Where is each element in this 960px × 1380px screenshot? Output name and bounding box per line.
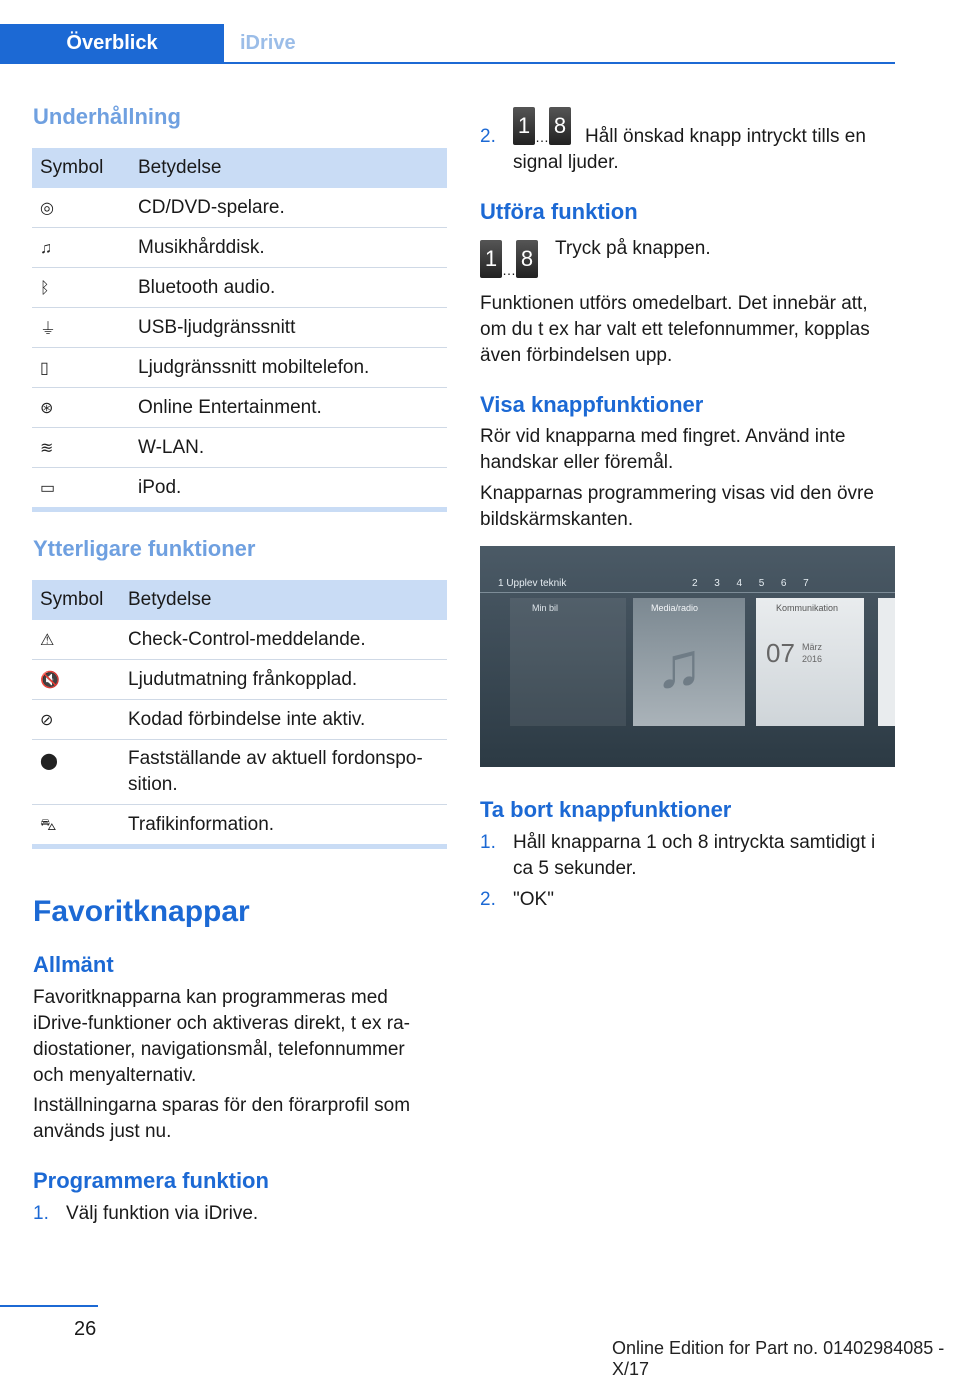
table-row xyxy=(32,805,447,847)
edition-text: Online Edition for Part no. 01402984085 - X/17 xyxy=(612,1338,945,1379)
step-number: 1. xyxy=(480,832,496,853)
row-text: Trafikinformation. xyxy=(120,805,447,847)
step-number: 2. xyxy=(480,126,496,147)
favorite-keys-graphic xyxy=(480,240,538,278)
usb-icon: ⏚ xyxy=(40,320,57,338)
favorite-key-8: 8 xyxy=(549,107,571,145)
screen-tile-media xyxy=(633,598,745,726)
step-text: Välj funktion via iDrive. xyxy=(66,1203,259,1224)
table-row xyxy=(32,468,447,510)
table-row xyxy=(32,428,447,468)
tab-idrive[interactable]: iDrive xyxy=(240,32,296,54)
paragraph: Favoritknapparna kan programmeras med iDrive-funktioner och aktiveras direkt, t ex ra‐ diostationer, navigationsmål, telefonnummer och menyalternativ. xyxy=(33,987,410,1086)
favorite-key-1: 1 xyxy=(480,240,502,278)
tile-label: Min bil xyxy=(532,603,559,613)
row-text: Online Entertainment. xyxy=(130,388,447,428)
ellipsis: … xyxy=(535,129,549,145)
screen-top-numbers: 2 3 4 5 6 7 xyxy=(692,578,809,589)
table-row xyxy=(32,308,447,348)
row-text: Check-Control-meddelande. xyxy=(120,620,447,660)
subsection-title-allmant: Allmänt xyxy=(33,952,114,977)
column-header: Betydelse xyxy=(120,580,447,620)
table-row xyxy=(32,740,447,805)
table-row xyxy=(32,228,447,268)
mobile-phone-icon: ▯ xyxy=(40,359,49,377)
table-row xyxy=(32,700,447,740)
wlan-icon: ≋ xyxy=(40,439,54,457)
page-number: 26 xyxy=(74,1318,97,1340)
row-text: Fastställande av aktuell fordonspo‐ sition. xyxy=(120,740,447,805)
encrypted-off-icon: ⊘ xyxy=(40,711,54,729)
table-row xyxy=(32,660,447,700)
footer-rule xyxy=(0,1305,98,1307)
table-row xyxy=(32,188,447,228)
hard-disk-music-icon: ♫ xyxy=(40,239,52,257)
ipod-icon: ▭ xyxy=(40,479,56,497)
step-text: "OK" xyxy=(513,889,554,910)
date-day: 07 xyxy=(766,638,795,668)
music-note-icon: ♫ xyxy=(655,629,703,701)
column-header: Symbol xyxy=(32,580,120,620)
table-row xyxy=(32,620,447,660)
traffic-info-icon: ⛍ xyxy=(40,816,57,834)
paragraph: Tryck på knappen. xyxy=(555,238,711,259)
warning-triangle-icon: ⚠ xyxy=(40,631,55,649)
entertainment-symbol-table xyxy=(32,148,447,512)
idrive-screen-image xyxy=(480,546,895,767)
speaker-muted-icon: 🔇 xyxy=(40,671,60,689)
screen-tile-partial xyxy=(878,598,895,726)
subsection-title-utfora: Utföra funktion xyxy=(480,199,638,224)
row-text: Ljudgränssnitt mobiltelefon. xyxy=(130,348,447,388)
paragraph: Funktionen utförs omedelbart. Det innebär att, om du t ex har valt ett telefonnummer, kopplas även förbindelsen upp. xyxy=(480,293,870,366)
tab-overblick[interactable]: Överblick xyxy=(0,24,224,62)
row-text: W-LAN. xyxy=(130,428,447,468)
chapter-title-favoritknappar: Favoritknappar xyxy=(33,895,250,928)
section-title-ytterligare: Ytterligare funktioner xyxy=(33,536,256,561)
subsection-title-visa: Visa knappfunktioner xyxy=(480,392,704,417)
paragraph: Rör vid knapparna med fingret. Använd inte handskar eller föremål. xyxy=(480,426,846,473)
disc-icon: ◎ xyxy=(40,199,54,217)
row-text: CD/DVD-spelare. xyxy=(130,188,447,228)
row-text: Ljudutmatning frånkopplad. xyxy=(120,660,447,700)
row-text: Musikhårddisk. xyxy=(130,228,447,268)
row-text: Bluetooth audio. xyxy=(130,268,447,308)
position-icon: ⬤ xyxy=(40,753,58,770)
date-year: 2016 xyxy=(802,654,823,664)
section-title-underhallning: Underhållning xyxy=(33,104,181,129)
header-tabs xyxy=(0,24,895,64)
column-header: Symbol xyxy=(32,148,130,188)
step-number: 2. xyxy=(480,889,496,910)
row-text: iPod. xyxy=(130,468,447,510)
paragraph: Inställningarna sparas för den förarprofil som används just nu. xyxy=(33,1095,411,1142)
table-row xyxy=(32,268,447,308)
step-number: 1. xyxy=(33,1203,49,1224)
favorite-key-1: 1 xyxy=(513,107,535,145)
tile-label: Kommunikation xyxy=(776,603,839,613)
date-month: März xyxy=(802,642,822,652)
step-text: Håll knapparna 1 och 8 intryckta samtidigt i ca 5 sekunder. xyxy=(513,832,876,879)
ellipsis: … xyxy=(502,262,516,278)
tile-label: Media/radio xyxy=(651,603,699,613)
screen-top-label: 1 Upplev teknik xyxy=(498,578,567,589)
bluetooth-audio-icon: ᛒ xyxy=(40,279,50,297)
row-text: USB-ljudgränssnitt xyxy=(130,308,447,348)
table-row xyxy=(32,388,447,428)
table-row xyxy=(32,348,447,388)
online-entertainment-icon: ⊛ xyxy=(40,399,54,417)
favorite-key-8: 8 xyxy=(516,240,538,278)
step-text: Håll önskad knapp intryckt tills en signal ljuder. xyxy=(513,126,866,173)
screen-tile-min-bil xyxy=(510,598,626,726)
additional-symbol-table xyxy=(32,580,447,849)
divider xyxy=(480,592,895,593)
row-text: Kodad förbindelse inte aktiv. xyxy=(120,700,447,740)
screen-tile-kommunikation xyxy=(756,598,864,726)
column-header: Betydelse xyxy=(130,148,447,188)
paragraph: Knapparnas programmering visas vid den övre bildskärmskanten. xyxy=(480,483,874,530)
subsection-title-tabort: Ta bort knappfunktioner xyxy=(480,797,732,822)
subsection-title-programmera: Programmera funktion xyxy=(33,1168,269,1193)
